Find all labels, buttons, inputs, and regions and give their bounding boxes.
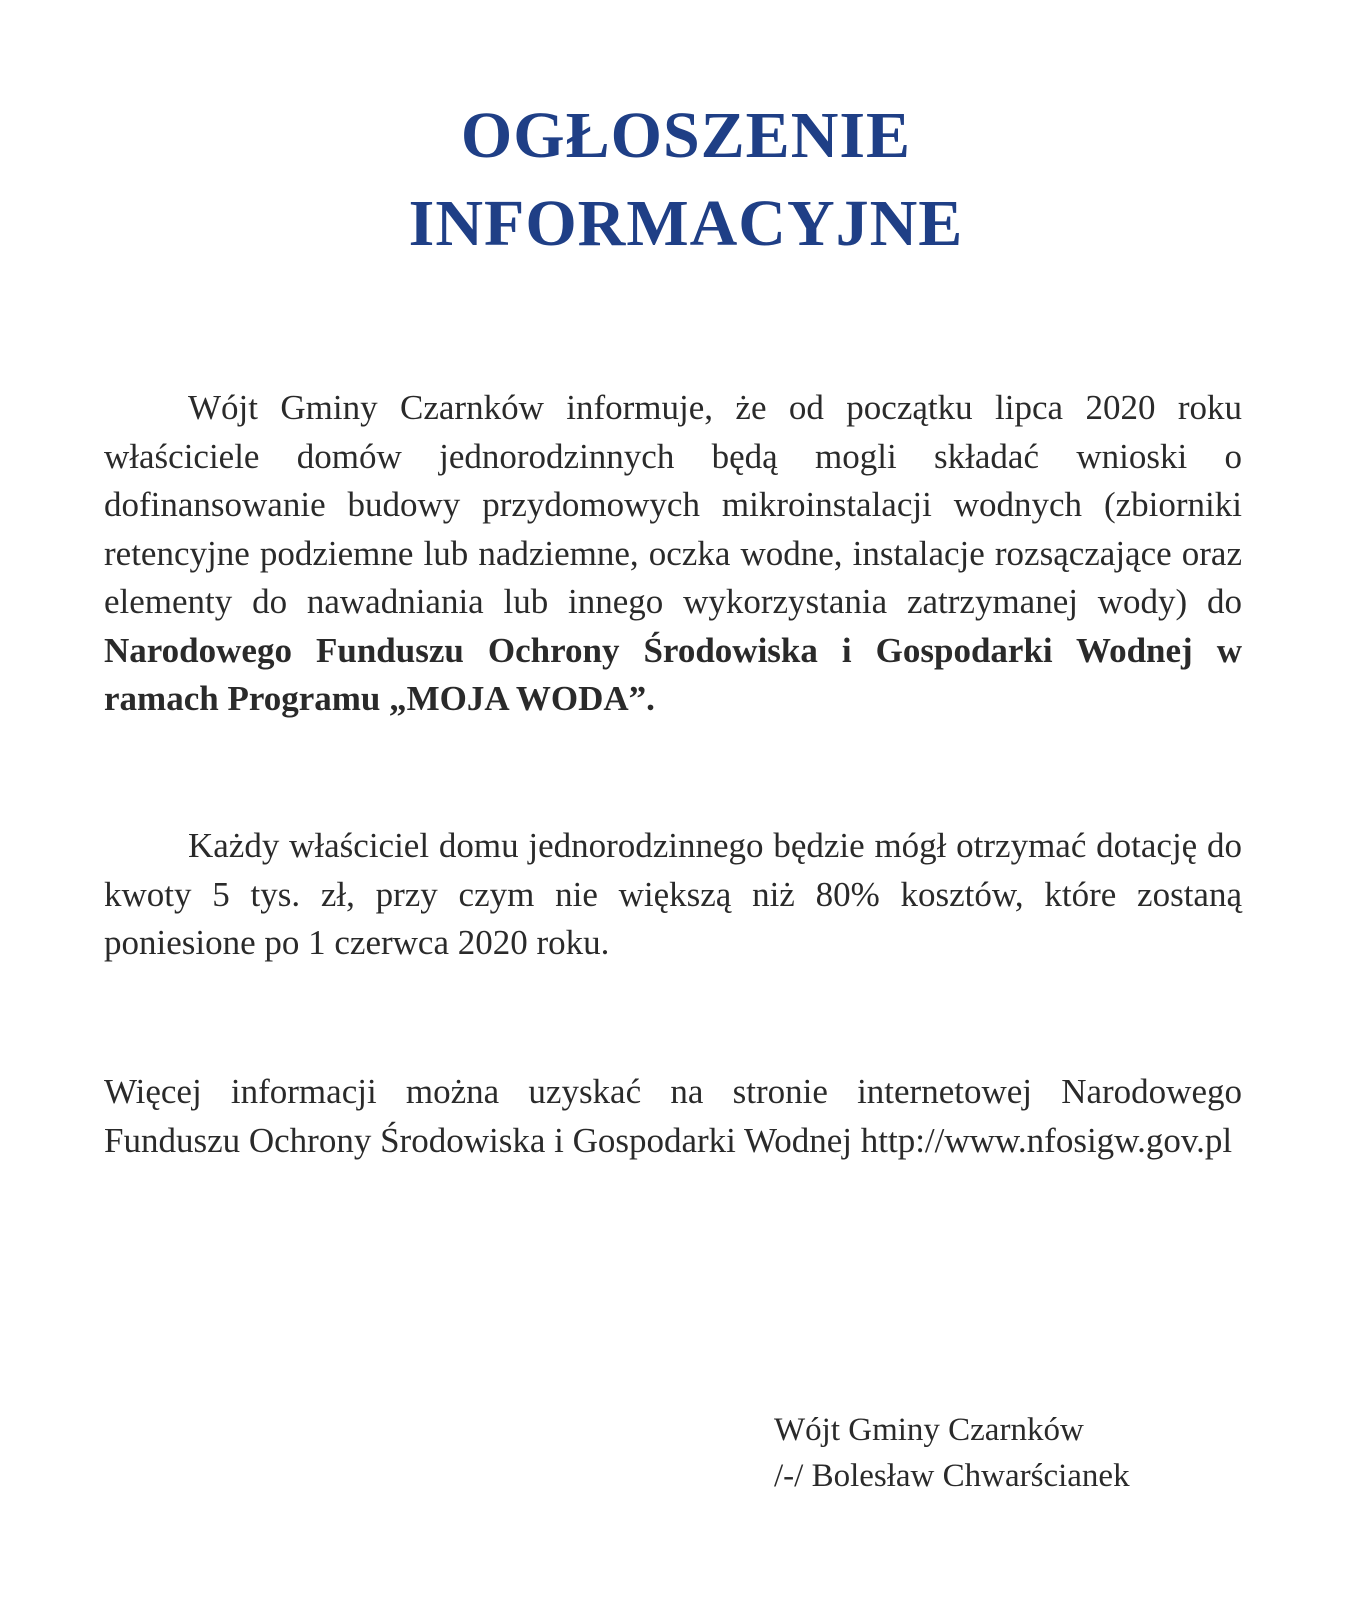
paragraph-program-info (104, 384, 1242, 724)
title-line-2: INFORMACYJNE (408, 187, 964, 260)
paragraph-grant-amount: Każdy właściciel domu jednorodzinnego będzie mógł otrzymać dotację do kwoty 5 tys. zł, przy czym nie większą niż 80% kosztów, które zostaną poniesione po 1 czerwca 2020 roku. (104, 826, 1242, 962)
paragraph-more-info: Więcej informacji można uzyskać na stronie internetowej Narodowego Funduszu Ochrony Środowiska i Gospodarki Wodnej http://www.nfosigw.gov.pl (104, 1072, 1242, 1160)
announcement-title (0, 92, 1372, 268)
signature-name: /-/ Bolesław Chwarścianek (774, 1458, 1130, 1494)
title-line-1: OGŁOSZENIE (460, 99, 912, 172)
paragraph-program-info-text: Wójt Gminy Czarnków informuje, że od początku lipca 2020 roku właściciele domów jednorodzinnych będą mogli składać wnioski o dofinansowanie budowy przydomowych mikroinstalacji wodnych (zbiorniki retencyjne podziemne lub nadziemne, oczka wodne, instalacje rozsączające oraz elementy do nawadniania lub innego wykorzystania zatrzymanej wody) do (104, 388, 1242, 621)
signature-office: Wójt Gminy Czarnków (774, 1412, 1084, 1448)
paragraph-program-info-bold: Narodowego Funduszu Ochrony Środowiska i Gospodarki Wodnej w ramach Programu „MOJA WODA”. (104, 630, 1242, 718)
signature-block (774, 1407, 1130, 1499)
